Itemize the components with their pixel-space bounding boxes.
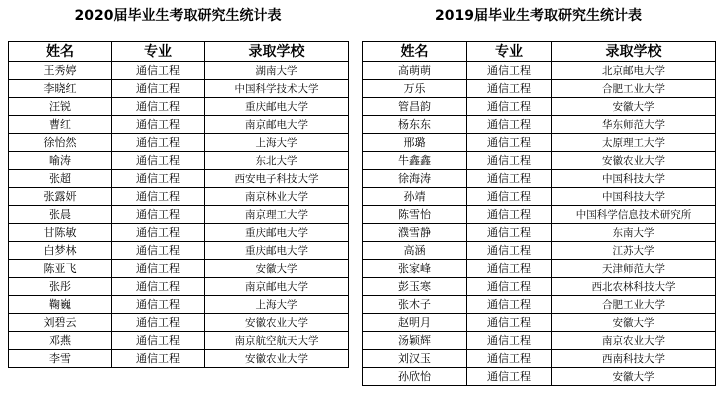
- title-2020: 2020届毕业生考取研究生统计表: [74, 8, 282, 24]
- table-row: [363, 206, 716, 224]
- cell-name: 张彤: [9, 278, 112, 296]
- cell-name: 甘陈敏: [9, 224, 112, 242]
- cell-name: 曹红: [9, 116, 112, 134]
- cell-school: 合肥工业大学: [552, 80, 716, 98]
- cell-major: 通信工程: [467, 80, 552, 98]
- table-row: [363, 80, 716, 98]
- cell-name: 高涵: [363, 242, 467, 260]
- cell-school: 南京农业大学: [552, 332, 716, 350]
- table-header: [363, 42, 716, 62]
- table-row: [9, 134, 349, 152]
- table-row: [9, 206, 349, 224]
- header-name: 姓名: [9, 42, 112, 62]
- cell-name: 鞠巍: [9, 296, 112, 314]
- cell-school: 合肥工业大学: [552, 296, 716, 314]
- cell-name: 陈雪怡: [363, 206, 467, 224]
- cell-name: 白梦林: [9, 242, 112, 260]
- cell-major: 通信工程: [112, 80, 205, 98]
- table-row: [363, 260, 716, 278]
- cell-major: 通信工程: [112, 152, 205, 170]
- cell-school: 北京邮电大学: [552, 62, 716, 80]
- cell-school: 东北大学: [205, 152, 349, 170]
- cell-major: 通信工程: [112, 170, 205, 188]
- cell-school: 上海大学: [205, 296, 349, 314]
- table-row: [9, 98, 349, 116]
- cell-name: 徐怡然: [9, 134, 112, 152]
- table-row: [9, 170, 349, 188]
- cell-major: 通信工程: [112, 62, 205, 80]
- cell-major: 通信工程: [112, 296, 205, 314]
- cell-name: 牛鑫鑫: [363, 152, 467, 170]
- cell-major: 通信工程: [112, 332, 205, 350]
- cell-school: 江苏大学: [552, 242, 716, 260]
- cell-school: 安徽农业大学: [205, 350, 349, 368]
- cell-school: 中国科学技术大学: [205, 80, 349, 98]
- cell-major: 通信工程: [112, 224, 205, 242]
- cell-major: 通信工程: [112, 350, 205, 368]
- cell-name: 张超: [9, 170, 112, 188]
- cell-major: 通信工程: [467, 98, 552, 116]
- cell-major: 通信工程: [467, 350, 552, 368]
- cell-school: 安徽大学: [552, 368, 716, 386]
- cell-name: 彭玉寒: [363, 278, 467, 296]
- table-row: [363, 152, 716, 170]
- table-row: [363, 242, 716, 260]
- table-row: [363, 62, 716, 80]
- table-header: [9, 42, 349, 62]
- cell-name: 陈亚飞: [9, 260, 112, 278]
- cell-name: 孙欣怡: [363, 368, 467, 386]
- cell-school: 南京林业大学: [205, 188, 349, 206]
- cell-school: 天津师范大学: [552, 260, 716, 278]
- cell-school: 中国科学信息技术研究所: [552, 206, 716, 224]
- header-name: 姓名: [363, 42, 467, 62]
- header-major: 专业: [467, 42, 552, 62]
- cell-major: 通信工程: [467, 62, 552, 80]
- cell-school: 南京理工大学: [205, 206, 349, 224]
- cell-name: 孙靖: [363, 188, 467, 206]
- cell-major: 通信工程: [112, 314, 205, 332]
- cell-school: 重庆邮电大学: [205, 224, 349, 242]
- table-body: [363, 62, 716, 386]
- table-row: [363, 368, 716, 386]
- cell-major: 通信工程: [112, 98, 205, 116]
- cell-major: 通信工程: [467, 116, 552, 134]
- table-row: [9, 224, 349, 242]
- cell-school: 上海大学: [205, 134, 349, 152]
- table-row: [9, 332, 349, 350]
- cell-major: 通信工程: [467, 152, 552, 170]
- cell-school: 安徽大学: [552, 98, 716, 116]
- table-row: [9, 80, 349, 98]
- cell-name: 邓燕: [9, 332, 112, 350]
- cell-major: 通信工程: [112, 134, 205, 152]
- table-row: [363, 134, 716, 152]
- cell-major: 通信工程: [112, 116, 205, 134]
- cell-major: 通信工程: [112, 206, 205, 224]
- cell-name: 李雪: [9, 350, 112, 368]
- cell-school: 安徽农业大学: [552, 152, 716, 170]
- cell-major: 通信工程: [467, 170, 552, 188]
- table-row: [9, 188, 349, 206]
- cell-school: 南京邮电大学: [205, 116, 349, 134]
- cell-name: 王秀婷: [9, 62, 112, 80]
- cell-major: 通信工程: [112, 278, 205, 296]
- cell-school: 南京邮电大学: [205, 278, 349, 296]
- table-row: [9, 296, 349, 314]
- cell-name: 邢璐: [363, 134, 467, 152]
- cell-major: 通信工程: [467, 368, 552, 386]
- cell-major: 通信工程: [467, 224, 552, 242]
- cell-name: 张木子: [363, 296, 467, 314]
- cell-major: 通信工程: [112, 242, 205, 260]
- cell-name: 喻涛: [9, 152, 112, 170]
- cell-major: 通信工程: [467, 134, 552, 152]
- cell-school: 重庆邮电大学: [205, 98, 349, 116]
- table-body: [9, 62, 349, 368]
- header-major: 专业: [112, 42, 205, 62]
- cell-school: 中国科技大学: [552, 188, 716, 206]
- cell-school: 湖南大学: [205, 62, 349, 80]
- cell-name: 汤颖辉: [363, 332, 467, 350]
- table-2019: [362, 41, 716, 386]
- table-row: [9, 260, 349, 278]
- cell-name: 管昌韵: [363, 98, 467, 116]
- cell-name: 张家峰: [363, 260, 467, 278]
- cell-major: 通信工程: [467, 296, 552, 314]
- cell-school: 西南科技大学: [552, 350, 716, 368]
- cell-name: 徐海涛: [363, 170, 467, 188]
- cell-major: 通信工程: [467, 314, 552, 332]
- table-row: [363, 188, 716, 206]
- table-row: [363, 314, 716, 332]
- cell-name: 刘汉玉: [363, 350, 467, 368]
- cell-name: 张露妍: [9, 188, 112, 206]
- cell-name: 汪锐: [9, 98, 112, 116]
- cell-name: 赵明月: [363, 314, 467, 332]
- cell-school: 重庆邮电大学: [205, 242, 349, 260]
- header-school: 录取学校: [205, 42, 349, 62]
- table-row: [363, 116, 716, 134]
- cell-major: 通信工程: [467, 278, 552, 296]
- table-row: [363, 224, 716, 242]
- cell-major: 通信工程: [467, 188, 552, 206]
- cell-school: 安徽大学: [205, 260, 349, 278]
- cell-school: 西安电子科技大学: [205, 170, 349, 188]
- table-row: [9, 62, 349, 80]
- cell-name: 李晓红: [9, 80, 112, 98]
- table-row: [363, 332, 716, 350]
- cell-major: 通信工程: [467, 260, 552, 278]
- header-school: 录取学校: [552, 42, 716, 62]
- cell-name: 杨东东: [363, 116, 467, 134]
- cell-major: 通信工程: [112, 260, 205, 278]
- cell-major: 通信工程: [467, 332, 552, 350]
- cell-school: 西北农林科技大学: [552, 278, 716, 296]
- table-row: [9, 242, 349, 260]
- table-row: [363, 296, 716, 314]
- cell-major: 通信工程: [112, 188, 205, 206]
- cell-school: 东南大学: [552, 224, 716, 242]
- table-row: [363, 278, 716, 296]
- table-row: [363, 350, 716, 368]
- cell-name: 刘碧云: [9, 314, 112, 332]
- table-row: [9, 116, 349, 134]
- table-row: [9, 314, 349, 332]
- table-row: [9, 350, 349, 368]
- cell-major: 通信工程: [467, 206, 552, 224]
- table-2020: [8, 41, 349, 368]
- cell-school: 安徽大学: [552, 314, 716, 332]
- table-row: [363, 170, 716, 188]
- cell-school: 中国科技大学: [552, 170, 716, 188]
- cell-school: 华东师范大学: [552, 116, 716, 134]
- table-row: [9, 278, 349, 296]
- cell-name: 张晨: [9, 206, 112, 224]
- table-row: [9, 152, 349, 170]
- cell-school: 太原理工大学: [552, 134, 716, 152]
- cell-major: 通信工程: [467, 242, 552, 260]
- cell-school: 安徽农业大学: [205, 314, 349, 332]
- cell-name: 濮雪静: [363, 224, 467, 242]
- table-row: [363, 98, 716, 116]
- title-2019: 2019届毕业生考取研究生统计表: [435, 8, 642, 24]
- cell-name: 高萌萌: [363, 62, 467, 80]
- cell-school: 南京航空航天大学: [205, 332, 349, 350]
- cell-name: 万乐: [363, 80, 467, 98]
